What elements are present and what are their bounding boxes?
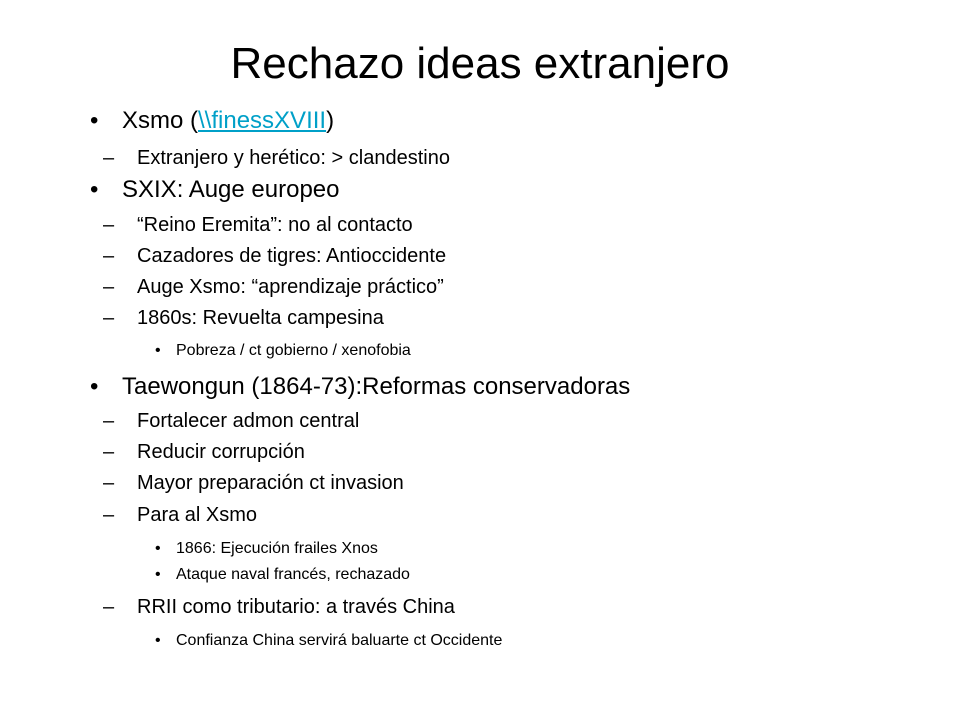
bullet-text-close: )	[326, 107, 335, 134]
bullet-taewongun	[90, 372, 631, 402]
detail-ataque	[155, 564, 410, 586]
detail-text: Confianza China servirá baluarte ct Occidente	[176, 632, 503, 649]
detail-text: Pobreza / ct gobierno / xenofobia	[176, 342, 411, 359]
finess-link[interactable]: \\finessXVIII	[198, 107, 327, 134]
sub-bullet-para	[103, 502, 258, 528]
dash-marker: –	[103, 441, 115, 463]
sub-bullet-text: 1860s: Revuelta campesina	[137, 307, 384, 329]
dash-marker: –	[103, 504, 115, 526]
sub-bullet-text: Extranjero y herético: > clandestino	[137, 147, 450, 169]
detail-text: Ataque naval francés, rechazado	[176, 566, 410, 583]
sub-bullet-rrii	[103, 594, 455, 620]
sub-bullet-extranjero	[103, 145, 450, 171]
dash-marker: –	[103, 276, 115, 298]
dash-marker: –	[103, 147, 115, 169]
sub-bullet-text: Mayor preparación ct invasion	[137, 472, 404, 494]
sub-bullet-text: Auge Xsmo: “aprendizaje práctico”	[137, 276, 444, 298]
sub-bullet-mayor	[103, 470, 404, 496]
dash-marker: –	[103, 245, 115, 267]
dash-marker: –	[103, 214, 115, 236]
sub-bullet-cazadores	[103, 243, 447, 269]
bullet-marker-small: •	[155, 566, 161, 583]
sub-bullet-text: Fortalecer admon central	[137, 410, 360, 432]
sub-bullet-text: “Reino Eremita”: no al contacto	[137, 214, 413, 236]
slide-title: Rechazo ideas extranjero	[230, 39, 730, 88]
sub-bullet-reducir	[103, 439, 305, 465]
bullet-marker: •	[90, 373, 99, 400]
bullet-marker-small: •	[155, 540, 161, 557]
bullet-text: Xsmo (	[122, 107, 199, 134]
bullet-marker: •	[90, 107, 99, 134]
detail-pobreza	[155, 340, 411, 362]
sub-bullet-reino	[103, 212, 413, 238]
dash-marker: –	[103, 472, 115, 494]
detail-confianza	[155, 630, 503, 652]
sub-bullet-auge-xsmo	[103, 274, 444, 300]
sub-bullet-text: Reducir corrupción	[137, 441, 305, 463]
bullet-text: Taewongun (1864-73):Reformas conservadoras	[122, 373, 631, 400]
sub-bullet-text: Para al Xsmo	[137, 504, 258, 526]
bullet-marker-small: •	[155, 632, 161, 649]
sub-bullet-fortalecer	[103, 408, 360, 434]
detail-ejecucion	[155, 538, 378, 560]
dash-marker: –	[103, 410, 115, 432]
detail-text: 1866: Ejecución frailes Xnos	[176, 540, 378, 557]
dash-marker: –	[103, 596, 115, 618]
sub-bullet-revuelta	[103, 305, 384, 331]
sub-bullet-text: Cazadores de tigres: Antioccidente	[137, 245, 447, 267]
bullet-marker: •	[90, 176, 99, 203]
bullet-marker-small: •	[155, 342, 161, 359]
bullet-text: SXIX: Auge europeo	[122, 176, 340, 203]
dash-marker: –	[103, 307, 115, 329]
bullet-sxix	[90, 175, 340, 205]
bullet-xsmo	[90, 106, 335, 136]
sub-bullet-text: RRII como tributario: a través China	[137, 596, 455, 618]
